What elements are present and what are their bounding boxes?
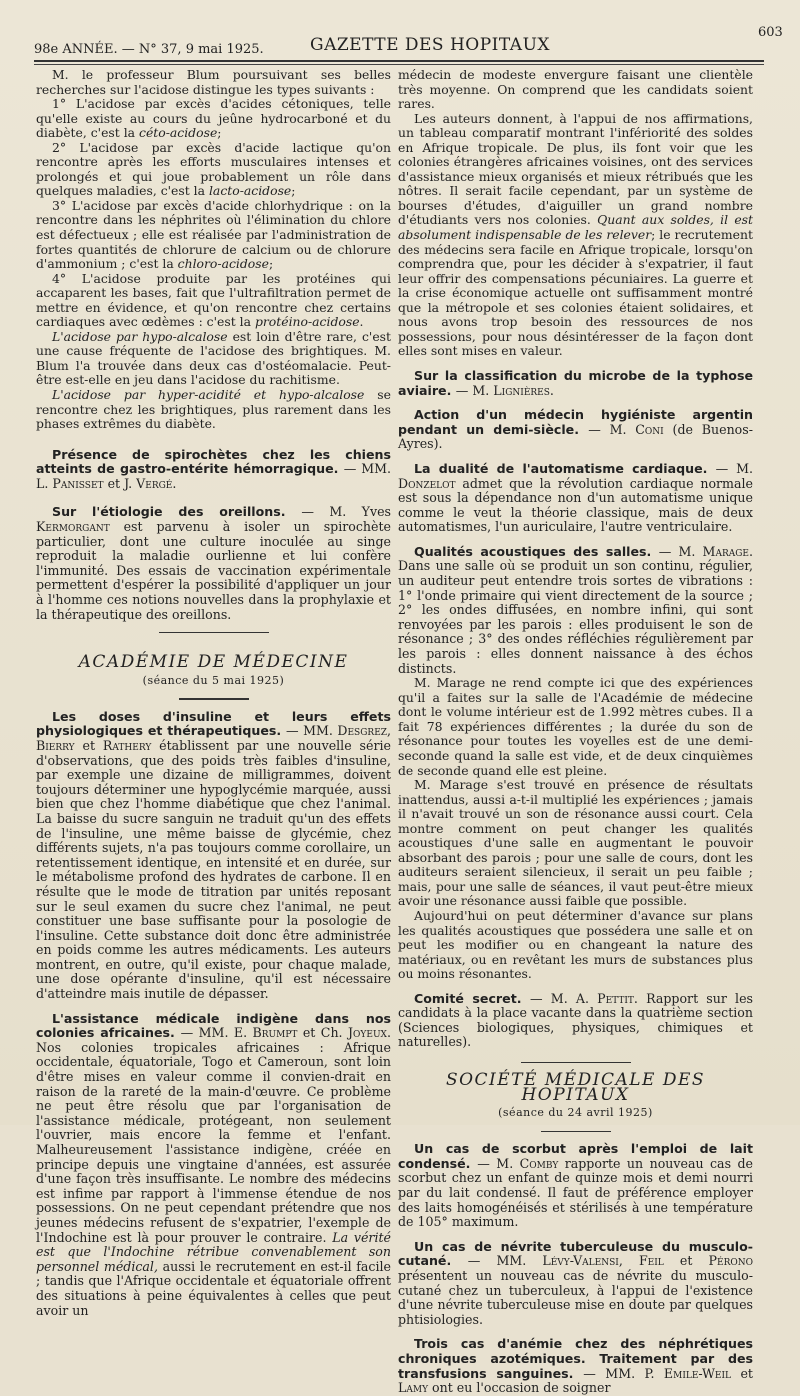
header-rule-thick bbox=[34, 60, 764, 62]
insuline-heading: Les doses d'insuline et leurs effets physiologiques et thérapeutiques. — MM. Desgrez, Bierry et Rathery établissent par une nouvelle série d'observations, que des poids très faibles d'insuline, par exemple une dizaine de milligrammes, doivent toujours déterminer une hypoglycémie marquée, aussi bien que chez l'homme diabétique que chez l'animal. La baisse du sucre sanguin ne traduit qu'un des effets de l'insuline, une même baisse de glycémie, chez différents sujets, n'a pas toujours comme corollaire, un retentissement identique, en intensité et en durée, sur le métabolisme profond des hydrates de carbone. Il en résulte que le mode de titration par unités reposant sur le seul examen du sucre chez l'animal, ne peut constituer une base suffisante pour la posologie de l'insuline. Cette substance doit donc être administrée en poids comme les autres médicaments. Les auteurs montrent, en outre, qu'il existe, pour chaque malade, une dose opérante d'insuline, qu'il est nécessaire d'atteindre mais inutile de dépasser. bbox=[36, 708, 392, 1002]
academie-rule bbox=[179, 698, 249, 700]
societe-rule bbox=[541, 1131, 611, 1133]
automatisme-heading: La dualité de l'automatisme cardiaque. — M. Donzelot admet que la révolution cardiaque normale est sous la dépendance non d'un automatisme unique comme le veut la théorie classique, mais de deux automatismes, l'un auriculaire, l'autre ventriculaire. bbox=[398, 460, 753, 535]
nevrite-heading: Un cas de névrite tuberculeuse du musculo-cutané. — MM. Lévy-Valensi, Feil et Pérono présentent un nouveau cas de névrite du musculo-cutané chez un tuberculeux, à l'appui de l'existence d'une névrite tuberculeuse mise en doute par quelques phtisiologies. bbox=[398, 1238, 753, 1327]
acidose-hypo: L'acidose par hypo-alcalose est loin d'être rare, c'est une cause fréquente de l'acidose des brightiques. M. Blum l'a trouvée dans deux cas d'ostéomalacie. Peut-être est-elle en jeu dans l'acidose du rachitisme. bbox=[36, 328, 391, 388]
left-column bbox=[36, 68, 391, 1318]
acoustique-heading: Qualités acoustiques des salles. — M. Marage. Dans une salle où se produit un son continu, régulier, un auditeur peut entendre trois sortes de vibrations : 1° l'onde primaire qui vient directement de la source ; 2° les ondes diffusées, en nombre infini, qui sont renvoyées par les parois : elles produisent le son de résonance ; 3° des ondes réfléchies régulièrement par les parois : elles donnent naissance à des échos distincts. bbox=[398, 543, 753, 676]
oreillons-heading: Sur l'étiologie des oreillons. — M. Yves Kermorgant est parvenu à isoler un spirochète particulier, dont une culture inoculée au singe reproduit la maladie ourlienne et lui confère l'immunité. Des essais de vaccination expérimentale permettent d'espérer la possibilité d'appliquer un jour à l'homme ces notions nouvelles dans la prophylaxie et la thérapeutique des oreillons. bbox=[36, 504, 392, 622]
spirochetes-heading: Présence de spirochètes chez les chiens atteints de gastro-entérite hémorragique. — MM. L. Panisset et J. Vergé. bbox=[36, 446, 391, 491]
typhose-heading: Sur la classification du microbe de la typhose aviaire. — M. Lignières. bbox=[398, 367, 753, 398]
acidose-hyper: L'acidose par hyper-acidité et hypo-alcalose se rencontre chez les brightiques, plus rarement dans les phases extrêmes du diabète. bbox=[36, 387, 391, 432]
acidose-item-3: 3° L'acidose par excès d'acide chlorhydrique : on la rencontre dans les néphrites où l'élimination du chlore est défectueux ; elle est réalisée par l'administration de fortes quantités de chlorure de calcium ou de chlorure d'ammonium ; c'est la chloro-acidose; bbox=[36, 197, 391, 272]
acidose-item-1: 1° L'acidose par excès d'acides cétoniques, telle qu'elle existe au cours du jeûne hydrocarboné et du diabète, c'est la céto-acidose; bbox=[36, 96, 391, 141]
section-rule-right bbox=[521, 1062, 631, 1063]
assistance-heading: L'assistance médicale indigène dans nos colonies africaines. — MM. E. Brumpt et Ch. Joyeux. Nos colonies tropicales africaines : Afrique occidentale, équatoriale, Togo et Cameroun, sont loin d'être mises en valeur comme il convien-drait en raison de la rareté de la main-d'œuvre. Ce problème ne peut être résolu que par l'organisation de l'assistance médicale, protégeant, non seulement l'ouvrier, mais encore la femme et l'enfant. Malheureusement l'assistance indigène, créée en principe depuis une vingtaine d'années, est assurée d'une façon très insuffisante. Le nombre des médecins est infime par rapport à l'immense étendue de nos possessions. On ne peut cependant prétendre que nos jeunes médecins refusent de s'expatrier, l'exemple de l'Indochine est là pour prouver le contraire. La vérité est que l'Indochine rétribue convenablement son personnel médical, aussi le recrutement en est-il facile ; tandis que l'Afrique occidentale et équatoriale offrent des situations à peine équivalentes à celles que peut avoir un bbox=[36, 1010, 391, 1318]
argentin-heading: Action d'un médecin hygiéniste argentin pendant un demi-siècle. — M. Coni (de Buenos-Ayres). bbox=[398, 407, 753, 452]
anemie-heading: Trois cas d'anémie chez des néphrétiques chroniques azotémiques. Traitement par des transfusions sanguines. — MM. P. Emile-Weil et Lamy ont eu l'occasion de soigner bbox=[398, 1336, 753, 1396]
acoustique-paragraph-3: M. Marage s'est trouvé en présence de résultats inattendus, aussi a-t-il multiplié les expériences ; jamais il n'avait trouvé un son de résonance aussi court. Cela montre comment on peut changer les qualités acoustiques d'une salle en augmentant le pouvoir absorbant des parois ; pour une salle de cours, dont les auditeurs seraient silencieux, il serait un peu faible ; mais, pour une salle de séances, il vaut peut-être mieux avoir une résonance aussi faible que possible. bbox=[398, 777, 753, 909]
right-column bbox=[398, 68, 753, 1396]
acidose-intro: M. le professeur Blum poursuivant ses belles recherches sur l'acidose distingue les types suivants : bbox=[36, 67, 391, 97]
societe-heading: SOCIÉTÉ MÉDICALE DES HOPITAUX bbox=[445, 1070, 706, 1105]
acidose-item-2: 2° L'acidose par excès d'acide lactique qu'on rencontre après les efforts musculaires intenses et prolongés et qui joue probablement un rôle dans quelques maladies, c'est la lacto-acidose; bbox=[36, 139, 391, 199]
acidose-item-4: 4° L'acidose produite par les protéines qui accaparent les bases, fait que l'ultrafiltration permet de mettre en évidence, et qu'on rencontre chez certains cardiaques avec œdèmes : c'est la protéino-acidose. bbox=[36, 270, 391, 330]
section-rule bbox=[159, 632, 269, 633]
comite-secret-heading: Comité secret. — M. A. Pettit. Rapport sur les candidats à la place vacante dans la quatrième section (Sciences biologiques, physiques, chimiques et naturelles). bbox=[398, 990, 753, 1050]
issue-info: 98e ANNÉE. — N° 37, 9 mai 1925. bbox=[34, 42, 264, 57]
scorbut-heading: Un cas de scorbut après l'emploi de lait condensé. — M. Comby rapporte un nouveau cas de scorbut chez un enfant de quinze mois et demi nourri par du lait condensé. Il faut de préférence employer des laits homogénéisés et stérilisés à une température de 105° maximum. bbox=[398, 1141, 753, 1230]
academie-heading: ACADÉMIE DE MÉDECINE bbox=[78, 652, 349, 673]
acoustique-paragraph-2: M. Marage ne rend compte ici que des expériences qu'il a faites sur la salle de l'Académie de médecine dont le volume intérieur est de 1.992 mètres cubes. Il a fait 78 expériences différentes ; la durée du son de résonance pour toutes les voyelles est de une demi-seconde quand la salle est vide, et de deux cinquièmes de seconde quand elle est pleine. bbox=[398, 675, 753, 778]
societe-session-date: (séance du 24 avril 1925) bbox=[498, 1106, 653, 1120]
journal-title: GAZETTE DES HOPITAUX bbox=[310, 35, 551, 55]
page-number: 603 bbox=[758, 25, 783, 40]
assistance-continued: médecin de modeste envergure faisant une clientèle très moyenne. On comprend que les candidats soient rares. bbox=[398, 67, 753, 112]
assistance-paragraph-2: Les auteurs donnent, à l'appui de nos affirmations, un tableau comparatif montrant l'infériorité des soldes en Afrique tropicale. De plus, ils font voir que les colonies étrangères africaines voisines, ont des services d'assistance mieux organisés et mieux rétribués que les nôtres. Il serait facile cependant, par un système de bourses d'études, d'aiguiller un grand nombre d'étudiants vers nos colonies. Quant aux soldes, il est absolument indispensable de les relever; le recrutement des médecins sera facile en Afrique tropicale, lorsqu'on comprendra que, pour les décider à s'expatrier, il faut leur offrir des compensations pécuniaires. La guerre et la crise économique actuelle ont suffisamment montré que la métropole et ses colonies étaient solidaires, et nous avons trop besoin des ressources de nos possessions, pour nous désintéresser de la façon dont elles sont mises en valeur. bbox=[398, 110, 753, 359]
academie-session-date: (séance du 5 mai 1925) bbox=[142, 673, 285, 687]
header-rule-thin bbox=[34, 64, 764, 65]
acoustique-paragraph-4: Aujourd'hui on peut déterminer d'avance sur plans les qualités acoustiques que possédera une salle et on peut les modifier ou en changeant la nature des matériaux, ou en revêtant les murs de substances plus ou moins résonantes. bbox=[398, 907, 753, 982]
